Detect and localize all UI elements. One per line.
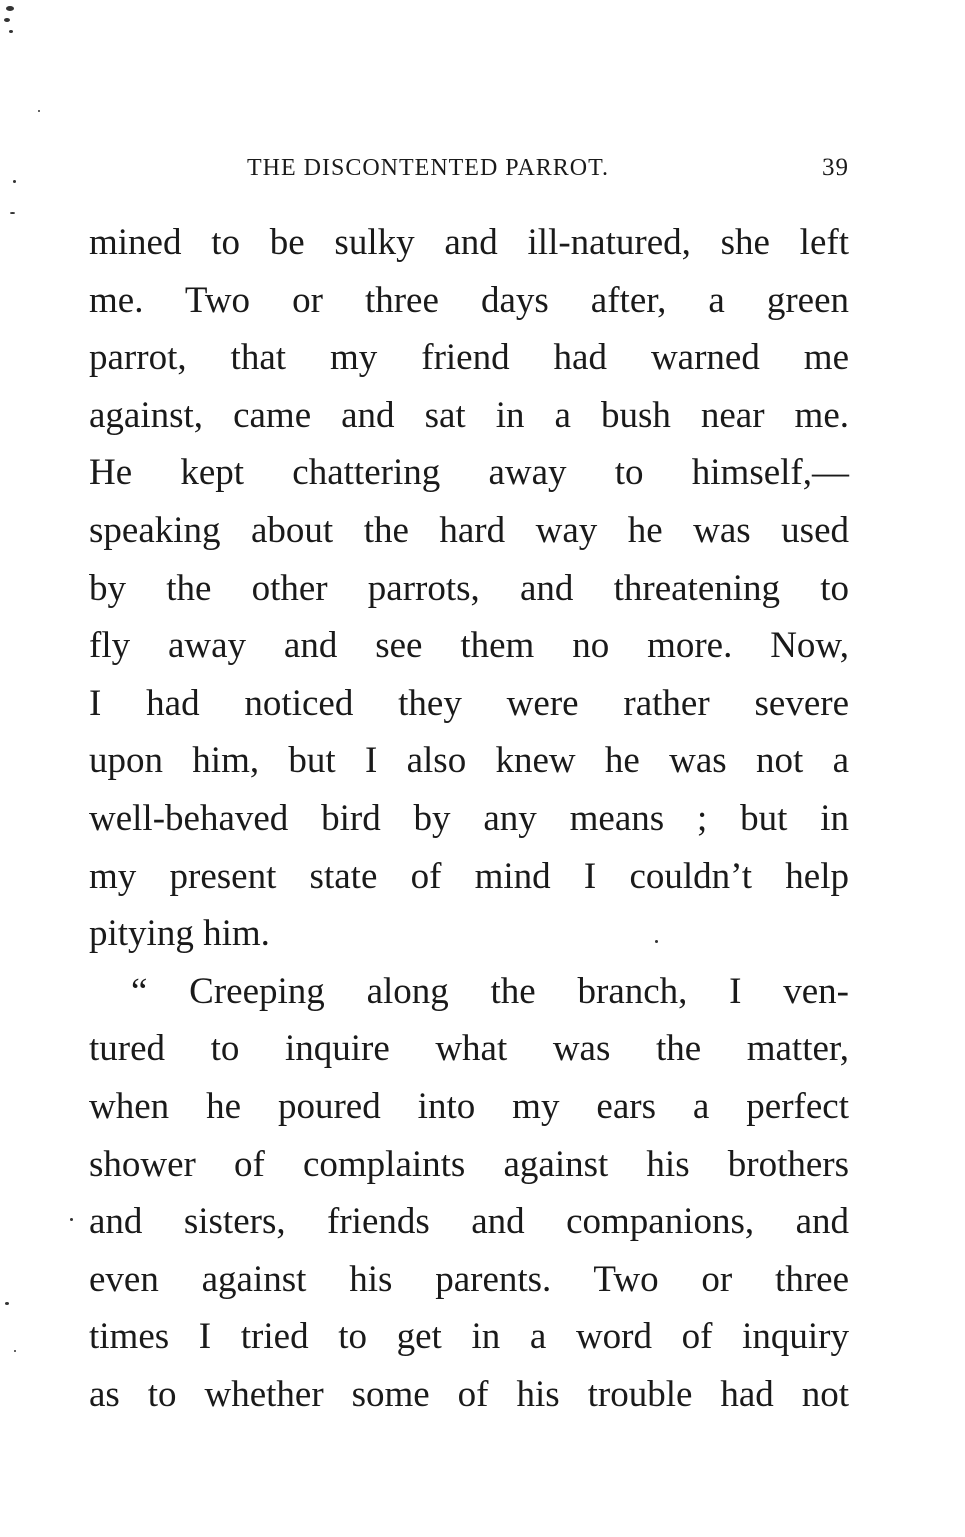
- text-line: even against his parents. Two or three: [89, 1258, 849, 1300]
- text-line: shower of complaints against his brothers: [89, 1143, 849, 1185]
- scan-speck: [4, 18, 10, 22]
- text-line: I had noticed they were rather severe: [89, 682, 849, 724]
- text-line: “ Creeping along the branch, I ven-: [131, 970, 849, 1012]
- text-line: and sisters, friends and companions, and: [89, 1201, 849, 1243]
- text-line: my present state of mind I couldn’t help: [89, 855, 849, 897]
- text-line: when he poured into my ears a perfect: [89, 1085, 849, 1127]
- page-number: 39: [822, 154, 849, 181]
- text-line: me. Two or three days after, a green: [89, 279, 849, 321]
- text-line: times I tried to get in a word of inquiry: [89, 1316, 849, 1358]
- scan-speck: [6, 6, 14, 11]
- body-text: [89, 214, 849, 1423]
- scan-speck: [38, 110, 40, 112]
- text-line: as to whether some of his trouble had not: [89, 1373, 849, 1415]
- text-line: parrot, that my friend had warned me: [89, 337, 849, 379]
- scan-speck: [5, 1302, 9, 1305]
- scan-speck: [13, 180, 16, 183]
- running-title: THE DISCONTENTED PARROT.: [247, 155, 610, 181]
- text-line: by the other parrots, and threatening to: [89, 567, 849, 609]
- text-line: tured to inquire what was the matter,: [89, 1028, 849, 1070]
- text-line: against, came and sat in a bush near me.: [89, 394, 849, 436]
- scan-speck: [10, 212, 15, 214]
- scan-speck: [9, 30, 13, 33]
- text-line: fly away and see them no more. Now,: [89, 625, 849, 667]
- text-line: He kept chattering away to himself,—: [89, 452, 849, 494]
- running-head: [89, 150, 849, 186]
- text-line: well-behaved bird by any means ; but in: [89, 797, 849, 839]
- text-line: upon him, but I also knew he was not a: [89, 740, 849, 782]
- text-line: mined to be sulky and ill-natured, she left: [89, 222, 849, 263]
- scan-speck: [14, 1350, 16, 1352]
- text-line: speaking about the hard way he was used: [89, 509, 849, 551]
- text-line: pitying him.: [89, 913, 270, 955]
- scan-speck: [70, 1218, 73, 1221]
- scan-speck: [655, 940, 658, 943]
